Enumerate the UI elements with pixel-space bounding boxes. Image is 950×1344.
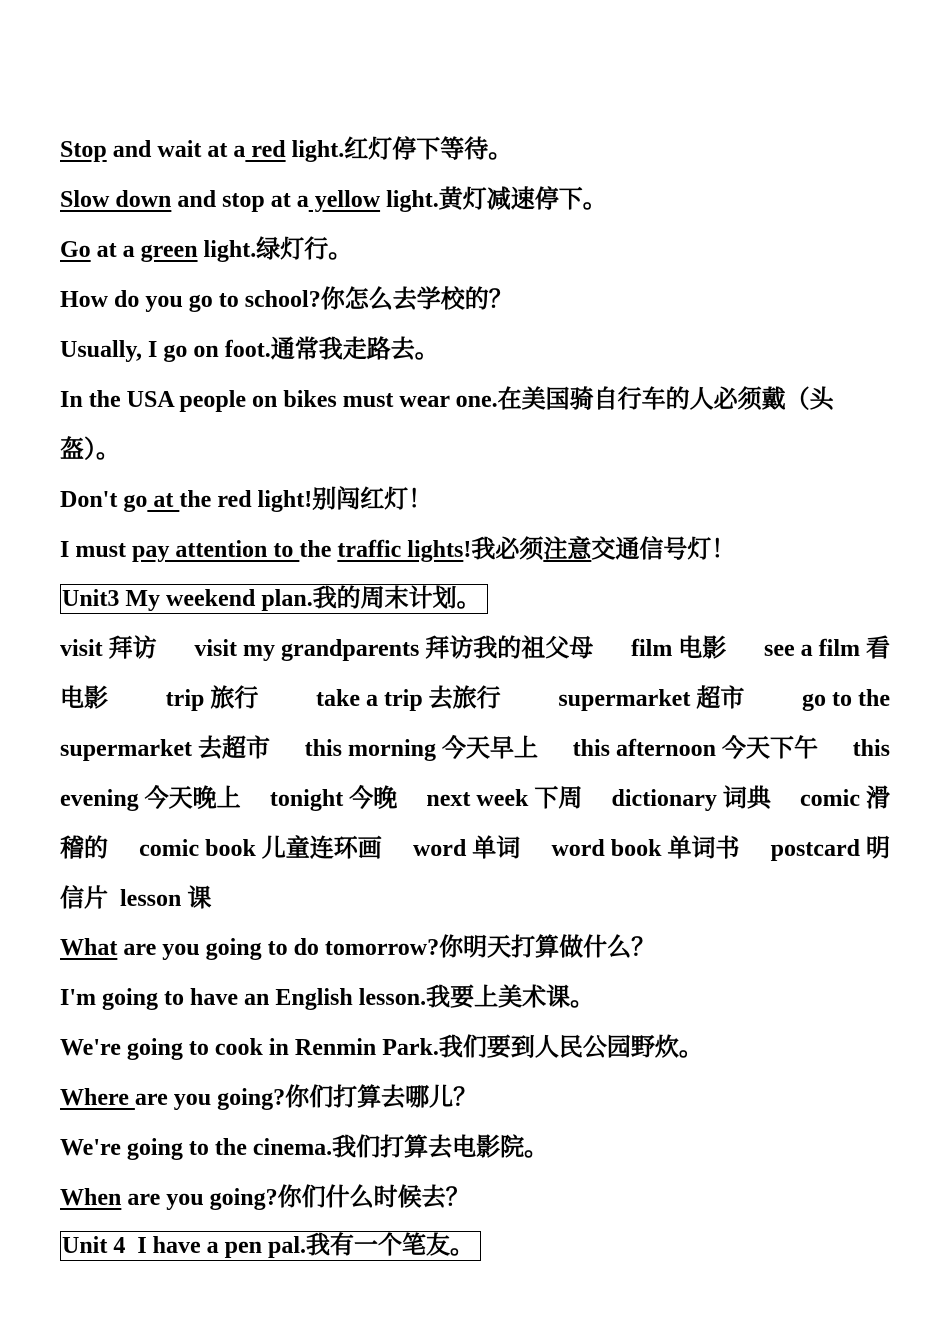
vocab-item: tonight 今晚 [269,786,398,812]
vocab-item: take a trip 去旅行 [316,686,501,712]
text: the [299,537,338,563]
vocab-item: see a film 看 [764,636,890,662]
vocab-item: supermarket 超市 [558,686,745,712]
text: the red light!别闯红灯！ [179,487,433,513]
sentence-on-foot: Usually, I go on foot.通常我走路去。 [60,337,439,363]
text: light.红灯停下等待。 [285,137,513,163]
text: and wait at a [106,137,246,163]
vocab-item: go to the [802,686,890,712]
sentence-cinema: We're going to the cinema.我们打算去电影院。 [60,1135,549,1161]
vocab-item: next week 下周 [426,786,583,812]
text-underlined: yellow [308,187,381,213]
text-underlined: Slow down [60,187,172,213]
text-underlined: red [245,137,286,163]
text: and stop at a [171,187,309,213]
vocab-item: 电影 [60,686,108,712]
vocab-line [60,784,890,814]
vocab-item: word book 单词书 [551,836,740,862]
vocab-line-last: 信片 lesson 课 [60,886,212,912]
text: I must [60,537,133,563]
vocab-item: postcard 明 [770,836,890,862]
text-underlined: traffic lights [337,537,464,563]
text-underlined: When [60,1185,122,1211]
text-underlined: green [140,237,198,263]
sentence-english-lesson: I'm going to have an English lesson.我要上美术课。 [60,985,595,1011]
text-underlined: Stop [60,137,107,163]
sentence-how-go-school: How do you go to school?你怎么去学校的？ [60,287,513,313]
unit3-heading: Unit3 My weekend plan.我的周末计划。 [60,584,488,614]
vocab-item: film 电影 [630,636,727,662]
text: light.黄灯减速停下。 [380,187,607,213]
text: light.绿灯行。 [197,237,353,263]
text-underlined: Where [60,1085,135,1111]
sentence-usa-bikes-cont: 盔）。 [60,437,120,463]
vocab-line [60,834,890,864]
text-underlined: Go [60,237,91,263]
text: 交通信号灯！ [591,537,736,563]
text: are you going to do tomorrow?你明天打算做什么？ [117,935,656,961]
sentence-usa-bikes: In the USA people on bikes must wear one.在美国骑自行车的人必须戴（头 [60,387,834,413]
text: at a [90,237,141,263]
vocab-item: visit my grandparents 拜访我的祖父母 [194,636,594,662]
vocab-item: comic 滑 [800,786,890,812]
unit4-heading: Unit 4 I have a pen pal.我有一个笔友。 [60,1231,481,1261]
vocab-item: comic book 儿童连环画 [139,836,382,862]
sentence-red-light [60,135,512,165]
vocab-line [60,634,890,664]
text-underlined: at [147,487,180,513]
sentence-yellow-light [60,185,607,215]
sentence-green-light [60,235,352,265]
text: are you going?你们什么时候去？ [121,1185,470,1211]
text: !我必须 [463,537,544,563]
vocab-line [60,684,890,714]
vocab-item: visit 拜访 [60,636,157,662]
sentence-what-tomorrow [60,933,655,963]
vocab-item: supermarket 去超市 [60,736,270,762]
vocab-item: this [852,736,890,762]
vocab-item: this afternoon 今天下午 [572,736,818,762]
text-underlined: 注意 [543,537,592,563]
text-underlined: pay attention to [132,537,300,563]
text: Don't go [60,487,148,513]
sentence-pay-attention [60,535,735,565]
sentence-cook-park: We're going to cook in Renmin Park.我们要到人民公园野炊。 [60,1035,703,1061]
sentence-dont-go [60,485,432,515]
sentence-where-going [60,1083,477,1113]
text: are you going?你们打算去哪儿？ [134,1085,478,1111]
vocab-item: this morning 今天早上 [304,736,538,762]
vocab-line [60,734,890,764]
vocab-item: evening 今天晚上 [60,786,241,812]
vocab-item: word 单词 [412,836,521,862]
text-underlined: What [60,935,118,961]
vocab-item: trip 旅行 [165,686,259,712]
vocab-item: dictionary 词典 [611,786,771,812]
sentence-when-going [60,1183,470,1213]
vocab-item: 稽的 [60,836,108,862]
